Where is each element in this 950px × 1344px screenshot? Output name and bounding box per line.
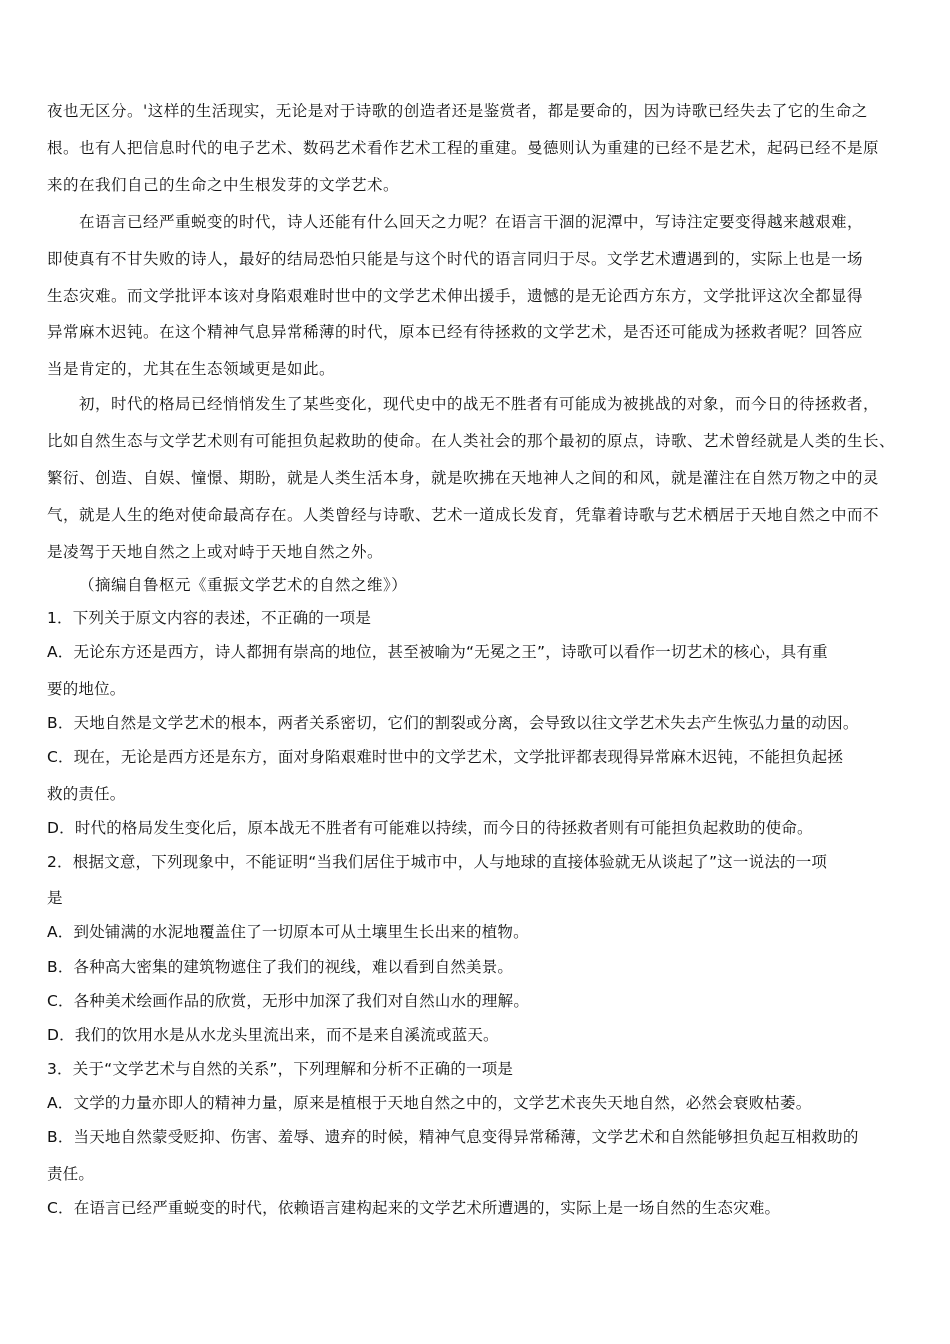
option-line: C．在语言已经严重蜕变的时代，依赖语言建构起来的文学艺术所遭遇的，实际上是一场自然的生态灾难。 bbox=[47, 1199, 781, 1217]
question-stem: 2．根据文意，下列现象中，不能证明“当我们居住于城市中，人与地球的直接体验就无从谈起了”这一说法的一项 bbox=[47, 853, 828, 871]
passage-line: 即使真有不甘失败的诗人，最好的结局恐怕只能是与这个时代的语言同归于尽。文学艺术遭遇到的，实际上也是一场 bbox=[47, 250, 864, 268]
question-stem: 1．下列关于原文内容的表述，不正确的一项是 bbox=[47, 609, 372, 627]
passage-line: 比如自然生态与文学艺术则有可能担负起救助的使命。在人类社会的那个最初的原点，诗歌、艺术曾经就是人类的生长、 bbox=[47, 432, 896, 450]
passage-line: 当是肯定的，尤其在生态领域更是如此。 bbox=[47, 360, 336, 378]
option-line: B．各种高大密集的建筑物遮住了我们的视线，难以看到自然美景。 bbox=[47, 958, 514, 976]
option-line: A．文学的力量亦即人的精神力量，原来是植根于天地自然之中的，文学艺术丧失天地自然，必然会衰败枯萎。 bbox=[47, 1094, 812, 1112]
option-line: D．时代的格局发生变化后，原本战无不胜者有可能难以持续，而今日的待拯救者则有可能担负起救助的使命。 bbox=[47, 819, 813, 837]
option-line: 责任。 bbox=[47, 1165, 95, 1183]
passage-line: 生态灾难。而文学批评本该对身陷艰难时世中的文学艺术伸出援手，遗憾的是无论西方东方，文学批评这次全都显得 bbox=[47, 287, 864, 305]
option-line: A．无论东方还是西方，诗人都拥有崇高的地位，甚至被喻为“无冕之王”，诗歌可以看作一切艺术的核心，具有重 bbox=[47, 643, 828, 661]
option-line: C．现在，无论是西方还是东方，面对身陷艰难时世中的文学艺术，文学批评都表现得异常麻木迟钝，不能担负起拯 bbox=[47, 748, 844, 766]
passage-line: 夜也无区分。'这样的生活现实，无论是对于诗歌的创造者还是鉴赏者，都是要命的，因为诗歌已经失去了它的生命之 bbox=[47, 102, 868, 120]
passage-line: 来的在我们自己的生命之中生根发芽的文学艺术。 bbox=[47, 176, 400, 194]
question-stem: 3．关于“文学艺术与自然的关系”，下列理解和分析不正确的一项是 bbox=[47, 1060, 514, 1078]
passage-line: 气，就是人生的绝对使命最高存在。人类曾经与诗歌、艺术一道成长发育，凭靠着诗歌与艺术栖居于天地自然之中而不 bbox=[47, 506, 880, 524]
option-line: B．当天地自然蒙受贬抑、伤害、羞辱、遗弃的时候，精神气息变得异常稀薄，文学艺术和自然能够担负起互相救助的 bbox=[47, 1128, 859, 1146]
passage-line: 初，时代的格局已经悄悄发生了某些变化，现代史中的战无不胜者有可能成为被挑战的对象，而今日的待拯救者， bbox=[79, 395, 880, 413]
question-stem: 是 bbox=[47, 889, 63, 907]
option-line: B．天地自然是文学艺术的根本，两者关系密切，它们的割裂或分离，会导致以往文学艺术失去产生恢弘力量的动因。 bbox=[47, 714, 859, 732]
option-line: A．到处铺满的水泥地覆盖住了一切原本可从土壤里生长出来的植物。 bbox=[47, 923, 529, 941]
passage-line: 是凌驾于天地自然之上或对峙于天地自然之外。 bbox=[47, 543, 384, 561]
passage-line: 繁衍、创造、自娱、憧憬、期盼，就是人类生活本身，就是吹拂在天地神人之间的和风，就是灌注在自然万物之中的灵 bbox=[47, 469, 880, 487]
passage-line: 在语言已经严重蜕变的时代，诗人还能有什么回天之力呢？在语言干涸的泥潭中，写诗注定要变得越来越艰难， bbox=[79, 213, 864, 231]
option-line: 要的地位。 bbox=[47, 680, 126, 698]
passage-source: （摘编自鲁枢元《重振文学艺术的自然之维》） bbox=[79, 576, 408, 594]
option-line: 救的责任。 bbox=[47, 785, 126, 803]
passage-line: 根。也有人把信息时代的电子艺术、数码艺术看作艺术工程的重建。曼德则认为重建的已经不是艺术，起码已经不是原 bbox=[47, 139, 880, 157]
passage-line: 异常麻木迟钝。在这个精神气息异常稀薄的时代，原本已经有待拯救的文学艺术，是否还可能成为拯救者呢？回答应 bbox=[47, 323, 864, 341]
option-line: D．我们的饮用水是从水龙头里流出来，而不是来自溪流或蓝天。 bbox=[47, 1026, 499, 1044]
option-line: C．各种美术绘画作品的欣赏，无形中加深了我们对自然山水的理解。 bbox=[47, 992, 530, 1010]
